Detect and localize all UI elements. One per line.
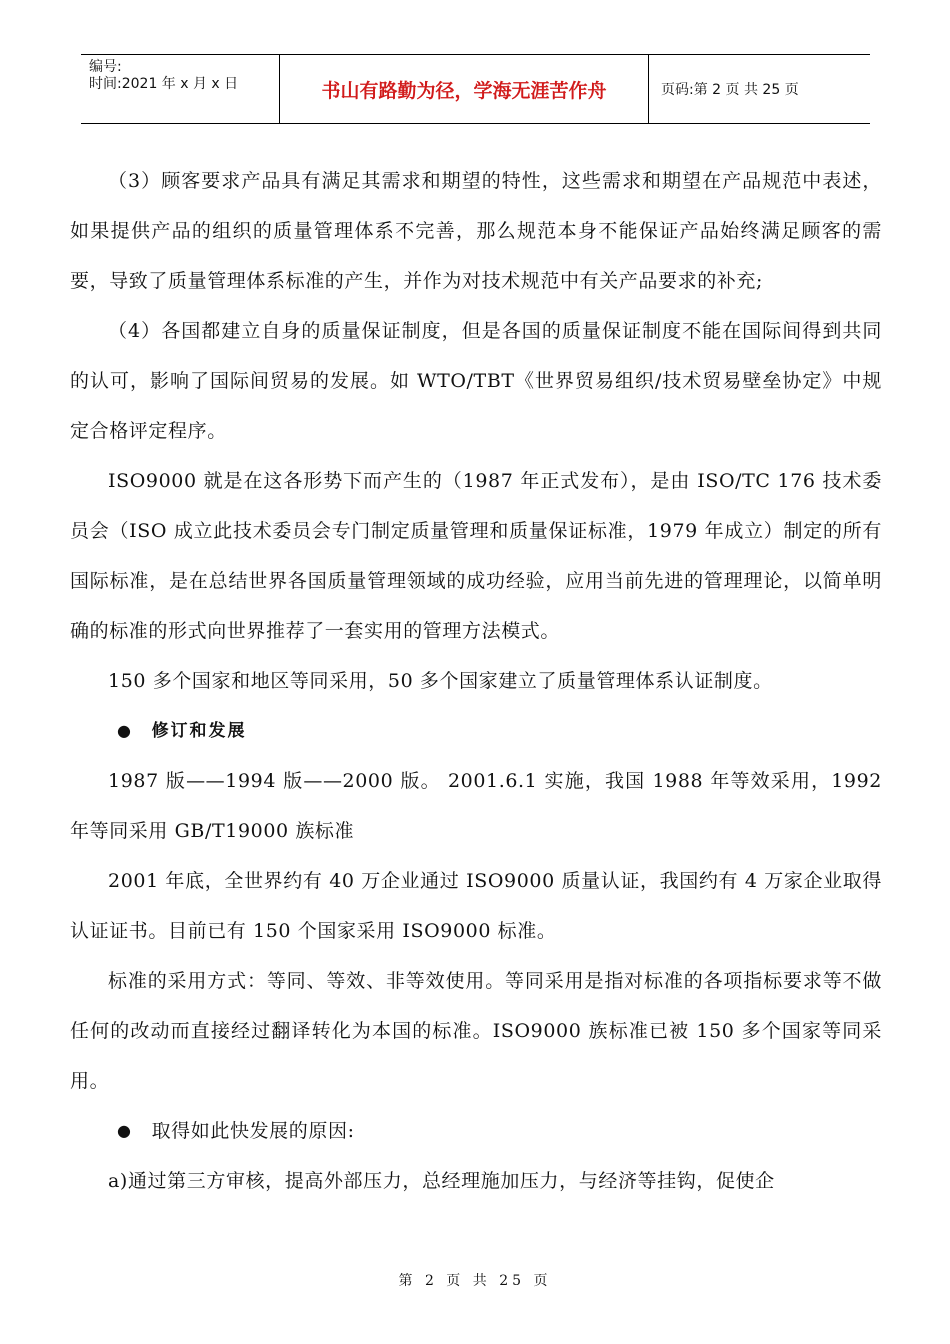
header-page-info: 页码:第 2 页 共 25 页 bbox=[661, 82, 799, 98]
paragraph-reason-a: a)通过第三方审核，提高外部压力，总经理施加压力，与经济等挂钩，促使企 bbox=[108, 1170, 775, 1192]
paragraph-adoption-count: 150 多个国家和地区等同采用，50 多个国家建立了质量管理体系认证制度。 bbox=[108, 670, 773, 692]
bullet-revision bbox=[70, 706, 882, 756]
paragraph-point-4: （4）各国都建立自身的质量保证制度，但是各国的质量保证制度不能在国际间得到共同的认可，影响了国际间贸易的发展。如 WTO/TBT《世界贸易组织/技术贸易壁垒协定》中规定合格评定程序。 bbox=[70, 320, 882, 442]
paragraph-adoption-methods: 标准的采用方式：等同、等效、非等效使用。等同采用是指对标准的各项指标要求等不做任何的改动而直接经过翻译转化为本国的标准。ISO9000 族标准已被 150 多个国家等同采用。 bbox=[70, 970, 882, 1092]
paragraph-versions: 1987 版——1994 版——2000 版。 2001.6.1 实施，我国 1988 年等效采用，1992 年等同采用 GB/T19000 族标准 bbox=[70, 770, 882, 842]
paragraph-cert-2001: 2001 年底，全世界约有 40 万企业通过 ISO9000 质量认证，我国约有 4 万家企业取得认证证书。目前已有 150 个国家采用 ISO9000 标准。 bbox=[70, 870, 882, 942]
header-time-label: 时间:2021 年 x 月 x 日 bbox=[89, 76, 239, 92]
document-body bbox=[70, 156, 882, 1206]
paragraph-iso-intro: ISO9000 就是在这各形势下而产生的（1987 年正式发布），是由 ISO/TC 176 技术委员会（ISO 成立此技术委员会专门制定质量管理和质量保证标准，1979 年成立）制定的所有国际标准，是在总结世界各国质量管理领域的成功经验，应用当前先进的管理理论，以简单明确的标准的形式向世界推荐了一套实用的管理方法模式。 bbox=[70, 470, 882, 642]
page-header bbox=[81, 54, 870, 124]
header-meta bbox=[81, 55, 280, 123]
paragraph-point-3: （3）顾客要求产品具有满足其需求和期望的特性，这些需求和期望在产品规范中表述，如果提供产品的组织的质量管理体系不完善，那么规范本身不能保证产品始终满足顾客的需要，导致了质量管理体系标准的产生，并作为对技术规范中有关产品要求的补充; bbox=[70, 170, 882, 292]
header-number-label: 编号: bbox=[89, 59, 122, 75]
page-footer: 第 2 页 共 25 页 bbox=[398, 1273, 552, 1289]
bullet-reasons bbox=[70, 1106, 882, 1156]
reasons-heading: 取得如此快发展的原因: bbox=[151, 1120, 355, 1142]
bullet-dot-icon: ● bbox=[117, 1121, 132, 1140]
revision-heading: 修订和发展 bbox=[151, 721, 247, 741]
header-motto: 书山有路勤为径，学海无涯苦作舟 bbox=[280, 55, 649, 123]
bullet-dot-icon: ● bbox=[117, 721, 132, 740]
